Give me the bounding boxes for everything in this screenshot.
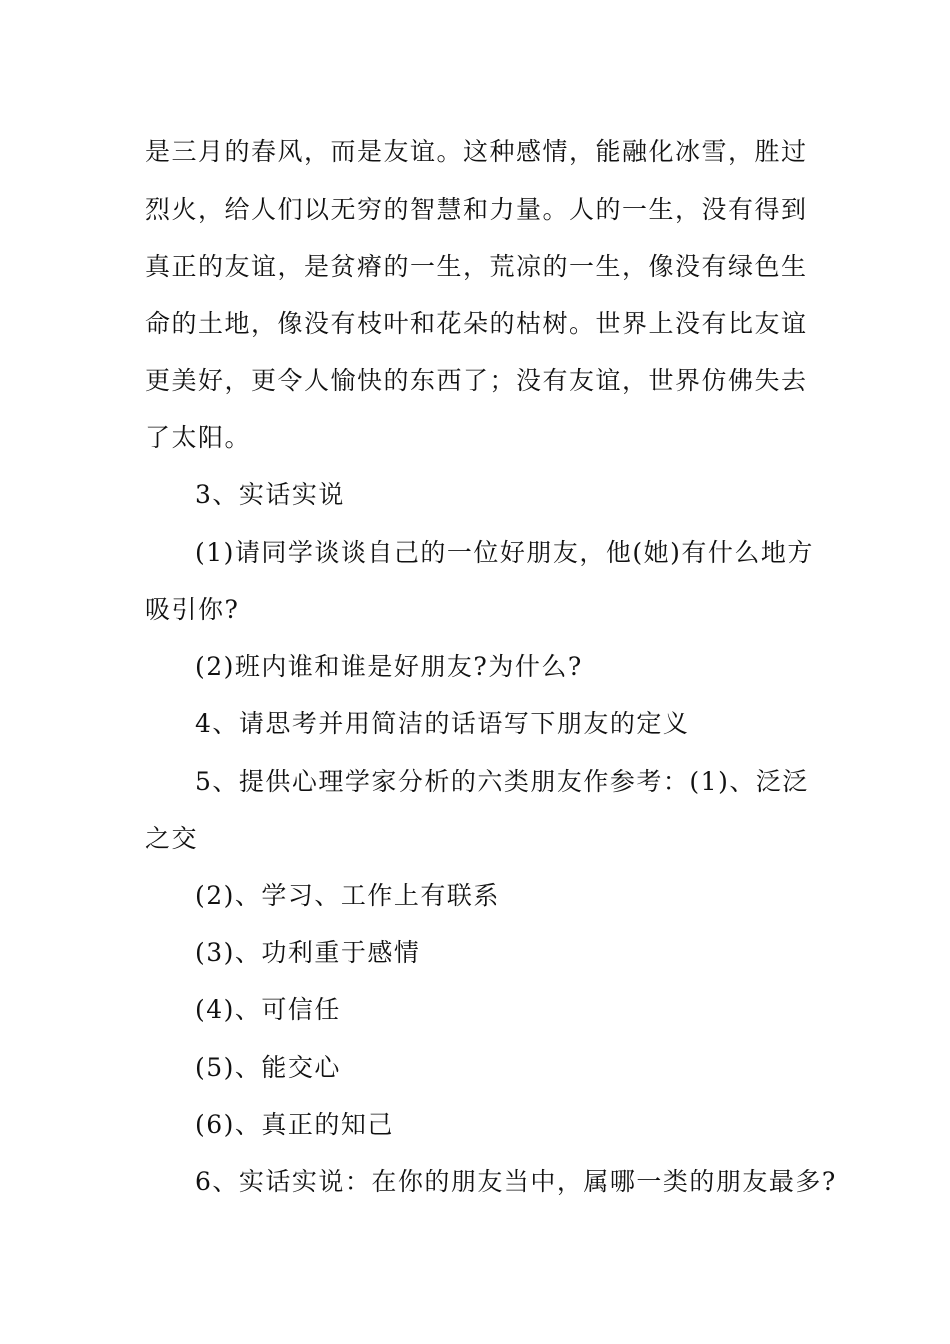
question-line: (1)请同学谈谈自己的一位好朋友，他(她)有什么地方 xyxy=(195,538,814,567)
paragraph-line: 烈火，给人们以无穷的智慧和力量。人的一生，没有得到 xyxy=(145,195,808,224)
list-item: (2)、学习、工作上有联系 xyxy=(195,881,500,910)
section-heading: 3、实话实说 xyxy=(195,480,345,509)
question-line: 吸引你? xyxy=(145,595,240,624)
list-item: (6)、真正的知己 xyxy=(195,1110,394,1139)
paragraph-line: 真正的友谊，是贫瘠的一生，荒凉的一生，像没有绿色生 xyxy=(145,252,808,281)
list-item: (3)、功利重于感情 xyxy=(195,938,421,967)
section-heading: 6、实话实说：在你的朋友当中，属哪一类的朋友最多? xyxy=(195,1167,837,1196)
list-item: 之交 xyxy=(145,824,199,853)
question-line: (2)班内谁和谁是好朋友?为什么? xyxy=(195,652,583,681)
section-heading: 5、提供心理学家分析的六类朋友作参考：(1)、泛泛 xyxy=(195,767,809,796)
paragraph-line: 是三月的春风，而是友谊。这种感情，能融化冰雪，胜过 xyxy=(145,137,808,166)
paragraph-line: 更美好，更令人愉快的东西了；没有友谊，世界仿佛失去 xyxy=(145,366,808,395)
list-item: (4)、可信任 xyxy=(195,995,341,1024)
paragraph-line: 命的土地，像没有枝叶和花朵的枯树。世界上没有比友谊 xyxy=(145,309,808,338)
paragraph-line: 了太阳。 xyxy=(145,423,252,452)
section-heading: 4、请思考并用简洁的话语写下朋友的定义 xyxy=(195,709,690,738)
list-item: (5)、能交心 xyxy=(195,1053,341,1082)
